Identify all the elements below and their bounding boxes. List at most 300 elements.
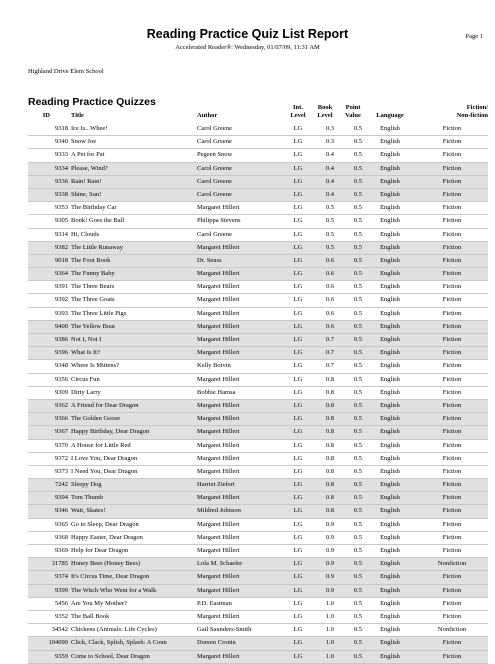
table-row [28,571,488,584]
language: English [380,322,400,330]
fiction-type: Fiction [442,494,462,502]
quiz-author: Margaret Hillert [197,204,240,212]
quiz-author: Gail Saunders-Smith [197,626,252,634]
quiz-id: 9373 [55,467,68,475]
interest-level: LG [293,243,303,251]
table-row [28,637,488,650]
quiz-id: 9368 [55,533,68,541]
quiz-author: Carol Greene [197,164,232,172]
book-level: 0.5 [325,204,334,212]
point-value: 0.5 [353,283,362,291]
interest-level: LG [293,138,303,146]
fiction-type: Nonfiction [437,626,467,634]
quiz-title: The Birthday Car [71,204,117,212]
fiction-type: Fiction [442,164,462,172]
interest-level: LG [293,217,303,225]
quiz-id: 9305 [55,217,68,225]
table-row [28,229,488,242]
language: English [380,349,400,357]
fiction-type: Fiction [442,204,462,212]
language: English [380,336,400,343]
quiz-title: The Three Bears [71,283,115,291]
quiz-id: 34542 [51,626,68,634]
language: English [380,190,400,198]
quiz-title: Are You My Mother? [71,599,127,607]
language: English [380,494,400,502]
interest-level: LG [293,415,303,423]
quiz-title: The Three Goats [71,296,115,304]
quiz-author: Carol Greene [197,125,232,132]
language: English [380,362,400,370]
book-level: 0.4 [325,151,334,159]
point-value: 0.5 [353,573,362,581]
quiz-id: 9018 [55,256,68,264]
book-level: 0.7 [325,349,334,357]
quiz-author: P.D. Eastman [197,599,232,607]
language: English [380,612,400,620]
table-row [28,558,488,571]
fiction-type: Fiction [442,454,462,462]
fiction-type: Fiction [442,309,462,317]
book-level: 0.5 [325,243,334,251]
quiz-title: It's Circus Time, Dear Dragon [71,573,150,581]
quiz-title: Chickens (Animals: Life Cycles) [71,626,157,634]
quiz-author: Margaret Hillert [197,573,240,581]
quiz-author: Harriet Ziefert [197,481,235,489]
language: English [380,560,400,568]
quiz-id: 9334 [55,164,68,172]
interest-level: LG [293,520,303,528]
point-value: 0.5 [353,322,362,330]
language: English [380,639,400,647]
book-level: 0.6 [325,309,334,317]
interest-level: LG [293,401,303,409]
point-value: 0.5 [353,520,362,528]
quiz-author: Lola M. Schaefer [197,560,243,568]
table-row [28,215,488,228]
quiz-title: Sleepy Dog [71,481,102,489]
table-row [28,598,488,611]
fiction-type: Fiction [442,296,462,304]
quiz-author: Margaret Hillert [197,547,240,554]
fiction-type: Fiction [442,177,462,185]
interest-level: LG [293,599,303,607]
language: English [380,309,400,317]
table-row [28,294,488,307]
quiz-id: 7242 [55,481,68,489]
book-level: 0.9 [325,573,334,581]
interest-level: LG [293,388,303,396]
book-level: 0.8 [325,494,334,502]
table-row [28,374,488,387]
quiz-id: 9362 [55,401,68,409]
point-value: 0.5 [353,481,362,489]
interest-level: LG [293,560,303,568]
language: English [380,151,400,159]
quiz-title: Wait, Skates! [71,507,106,515]
quiz-title: The Ball Book [71,612,110,620]
language: English [380,204,400,212]
book-level: 0.6 [325,283,334,291]
quiz-author: Margaret Hillert [197,533,240,541]
table-row [28,413,488,426]
table-row [28,123,488,136]
quiz-id: 9365 [55,520,68,528]
point-value: 0.5 [353,177,362,185]
interest-level: LG [293,283,303,291]
quiz-title: The Witch Who Went for a Walk [71,586,157,594]
quiz-id: 9356 [55,375,68,383]
interest-level: LG [293,481,303,489]
language: English [380,243,400,251]
table-row [28,611,488,624]
language: English [380,256,400,264]
quiz-author: Margaret Hillert [197,243,240,251]
book-level: 0.9 [325,520,334,528]
table-row [28,360,488,373]
quiz-title: The Funny Baby [71,270,115,278]
quiz-title: Please, Wind? [71,164,108,172]
table-row [28,624,488,637]
quiz-title: Ice Is...Whee! [71,125,108,132]
col-header-title: Title [71,112,84,119]
quiz-title: Go to Sleep, Dear Dragon [71,520,139,528]
point-value: 0.5 [353,626,362,634]
quiz-author: Doreen Cronin [197,639,236,647]
quiz-title: Hi, Clouds [71,230,100,238]
interest-level: LG [293,586,303,594]
quiz-table [28,123,488,664]
quiz-author: Margaret Hillert [197,586,240,594]
table-row [28,268,488,281]
quiz-id: 9394 [55,494,68,502]
point-value: 0.5 [353,599,362,607]
point-value: 0.5 [353,375,362,383]
language: English [380,401,400,409]
quiz-id: 104090 [48,639,68,647]
quiz-title: Where Is Mittens? [71,362,120,370]
quiz-title: A Friend for Dear Dragon [71,401,139,409]
quiz-id: 9346 [55,507,68,515]
fiction-type: Fiction [442,270,462,278]
quiz-id: 9366 [55,415,68,423]
point-value: 0.5 [353,296,362,304]
point-value: 0.5 [353,454,362,462]
quiz-author: Mildred Johnson [197,507,241,515]
fiction-type: Fiction [442,547,462,554]
book-level: 0.9 [325,547,334,554]
book-level: 0.9 [325,560,334,568]
language: English [380,467,400,475]
book-level: 0.5 [325,217,334,225]
table-header [28,104,488,124]
col-header-book-level-1: Book [317,104,333,111]
book-level: 0.4 [325,177,334,185]
quiz-id: 5456 [55,599,68,607]
fiction-type: Fiction [442,217,462,225]
point-value: 0.5 [353,204,362,212]
quiz-author: Kelly Boivin [197,362,231,370]
quiz-author: Margaret Hillert [197,296,240,304]
quiz-id: 9353 [55,204,68,212]
quiz-id: 9399 [55,586,68,594]
point-value: 0.5 [353,349,362,357]
interest-level: LG [293,322,303,330]
quiz-title: What Is It? [71,349,100,357]
fiction-type: Fiction [442,138,462,146]
language: English [380,375,400,383]
book-level: 0.8 [325,481,334,489]
language: English [380,138,400,146]
point-value: 0.5 [353,138,362,146]
point-value: 0.5 [353,652,362,660]
interest-level: LG [293,626,303,634]
fiction-type: Fiction [442,256,462,264]
table-row [28,453,488,466]
quiz-id: 9336 [55,177,68,185]
col-header-book-level-2: Level [317,112,333,119]
interest-level: LG [293,612,303,620]
table-row [28,242,488,255]
point-value: 0.5 [353,467,362,475]
quiz-author: Margaret Hillert [197,652,240,660]
point-value: 0.5 [353,243,362,251]
table-row [28,281,488,294]
interest-level: LG [293,230,303,238]
table-row [28,321,488,334]
language: English [380,507,400,515]
quiz-author: Carol Greene [197,138,232,146]
fiction-type: Fiction [442,243,462,251]
quiz-author: Philippa Stevens [197,217,241,225]
fiction-type: Fiction [442,125,462,132]
quiz-title: Shine, Sun! [71,190,102,198]
quiz-id: 9314 [55,230,68,238]
book-level: 0.8 [325,454,334,462]
fiction-type: Fiction [442,151,462,159]
book-level: 0.6 [325,256,334,264]
interest-level: LG [293,190,303,198]
col-header-author: Author [197,112,218,119]
quiz-author: Dr. Seuss [197,256,222,264]
fiction-type: Fiction [442,388,462,396]
language: English [380,270,400,278]
quiz-author: Margaret Hillert [197,415,240,423]
page-number: Page 1 [465,33,483,40]
quiz-id: 9392 [55,296,68,304]
point-value: 0.5 [353,217,362,225]
book-level: 0.6 [325,322,334,330]
quiz-id: 9370 [55,441,68,449]
point-value: 0.5 [353,362,362,370]
point-value: 0.5 [353,507,362,515]
interest-level: LG [293,467,303,475]
interest-level: LG [293,547,303,554]
table-row [28,189,488,202]
quiz-author: Margaret Hillert [197,322,240,330]
quiz-title: Bonk! Goes the Ball [71,217,125,225]
table-row [28,519,488,532]
quiz-id: 9367 [55,428,68,436]
point-value: 0.5 [353,415,362,423]
fiction-type: Fiction [442,362,462,370]
quiz-title: Tom Thumb [71,494,104,502]
fiction-type: Nonfiction [437,560,467,568]
language: English [380,520,400,528]
language: English [380,547,400,554]
language: English [380,296,400,304]
table-row [28,136,488,149]
quiz-author: Margaret Hillert [197,520,240,528]
fiction-type: Fiction [442,520,462,528]
quiz-author: Carol Greene [197,230,232,238]
interest-level: LG [293,652,303,660]
quiz-title: A Pet for Pat [71,151,105,159]
quiz-id: 31785 [51,560,68,568]
book-level: 0.9 [325,586,334,594]
table-row [28,308,488,321]
quiz-title: Honey Bees (Honey Bees) [71,560,141,568]
quiz-title: Happy Birthday, Dear Dragon [71,428,150,436]
book-level: 1.0 [325,626,334,634]
fiction-type: Fiction [442,652,462,660]
point-value: 0.5 [353,164,362,172]
table-row [28,466,488,479]
book-level: 0.6 [325,296,334,304]
table-row [28,202,488,215]
school-name: Highland Drive Elem School [28,68,104,75]
fiction-type: Fiction [442,190,462,198]
fiction-type: Fiction [442,481,462,489]
language: English [380,217,400,225]
language: English [380,125,400,132]
book-level: 0.7 [325,336,334,343]
interest-level: LG [293,454,303,462]
language: English [380,428,400,436]
quiz-id: 9318 [55,125,68,132]
quiz-author: Margaret Hillert [197,309,240,317]
col-header-fiction-2: Non-fiction [456,112,488,119]
language: English [380,652,400,660]
quiz-author: Margaret Hillert [197,494,240,502]
quiz-id: 9400 [55,322,68,330]
quiz-title: The Little Runaway [71,243,123,251]
table-row [28,426,488,439]
interest-level: LG [293,164,303,172]
fiction-type: Fiction [442,401,462,409]
language: English [380,454,400,462]
language: English [380,283,400,291]
col-header-id: ID [42,112,50,119]
point-value: 0.5 [353,151,362,159]
book-level: 0.9 [325,533,334,541]
language: English [380,388,400,396]
table-row [28,479,488,492]
fiction-type: Fiction [442,467,462,475]
book-level: 0.7 [325,362,334,370]
book-level: 0.8 [325,375,334,383]
quiz-author: Margaret Hillert [197,401,240,409]
quiz-id: 9382 [55,243,68,251]
point-value: 0.5 [353,586,362,594]
quiz-author: Pegeen Snow [197,151,233,159]
quiz-title: The Three Little Pigs [71,309,127,317]
table-row [28,334,488,347]
fiction-type: Fiction [442,441,462,449]
quiz-title: Snow Joe [71,138,97,146]
fiction-type: Fiction [442,586,462,594]
fiction-type: Fiction [442,349,462,357]
book-level: 0.8 [325,428,334,436]
quiz-title: Rain! Rain! [71,177,102,185]
book-level: 1.0 [325,599,334,607]
interest-level: LG [293,177,303,185]
book-level: 0.3 [325,138,334,146]
interest-level: LG [293,639,303,647]
interest-level: LG [293,349,303,357]
language: English [380,586,400,594]
point-value: 0.5 [353,388,362,396]
quiz-author: Carol Greene [197,177,232,185]
interest-level: LG [293,494,303,502]
quiz-title: A House for Little Red [71,441,131,449]
fiction-type: Fiction [442,415,462,423]
point-value: 0.5 [353,639,362,647]
quiz-id: 9309 [55,388,68,396]
table-row [28,255,488,268]
quiz-author: Bobbie Hamsa [197,388,236,396]
table-row [28,532,488,545]
quiz-id: 9391 [55,283,68,291]
fiction-type: Fiction [442,230,462,238]
quiz-author: Margaret Hillert [197,467,240,475]
fiction-type: Fiction [442,428,462,436]
quiz-author: Margaret Hillert [197,375,240,383]
interest-level: LG [293,256,303,264]
point-value: 0.5 [353,230,362,238]
report-subtitle: Accelerated Reader®: Wednesday, 01/07/09, 11:31 AM [175,44,320,51]
col-header-fiction-1: Fiction/ [466,104,488,111]
table-row [28,176,488,189]
quiz-author: Margaret Hillert [197,336,240,343]
fiction-type: Fiction [442,336,462,343]
quiz-id: 9352 [55,612,68,620]
table-row [28,400,488,413]
language: English [380,177,400,185]
quiz-id: 9364 [55,270,68,278]
fiction-type: Fiction [442,283,462,291]
col-header-int-level-1: Int. [293,104,303,111]
fiction-type: Fiction [442,639,462,647]
quiz-title: Dirty Larry [71,388,101,396]
language: English [380,164,400,172]
table-row [28,505,488,518]
quiz-title: Help for Dear Dragon [71,547,129,554]
table-row [28,545,488,558]
fiction-type: Fiction [442,573,462,581]
section-title: Reading Practice Quizzes [28,96,156,108]
quiz-id: 9374 [55,573,68,581]
quiz-title: The Yellow Boat [71,322,115,330]
col-header-int-level-2: Level [290,112,306,119]
book-level: 0.8 [325,467,334,475]
point-value: 0.5 [353,441,362,449]
interest-level: LG [293,573,303,581]
quiz-author: Margaret Hillert [197,454,240,462]
point-value: 0.5 [353,547,362,554]
book-level: 0.8 [325,401,334,409]
book-level: 0.4 [325,164,334,172]
